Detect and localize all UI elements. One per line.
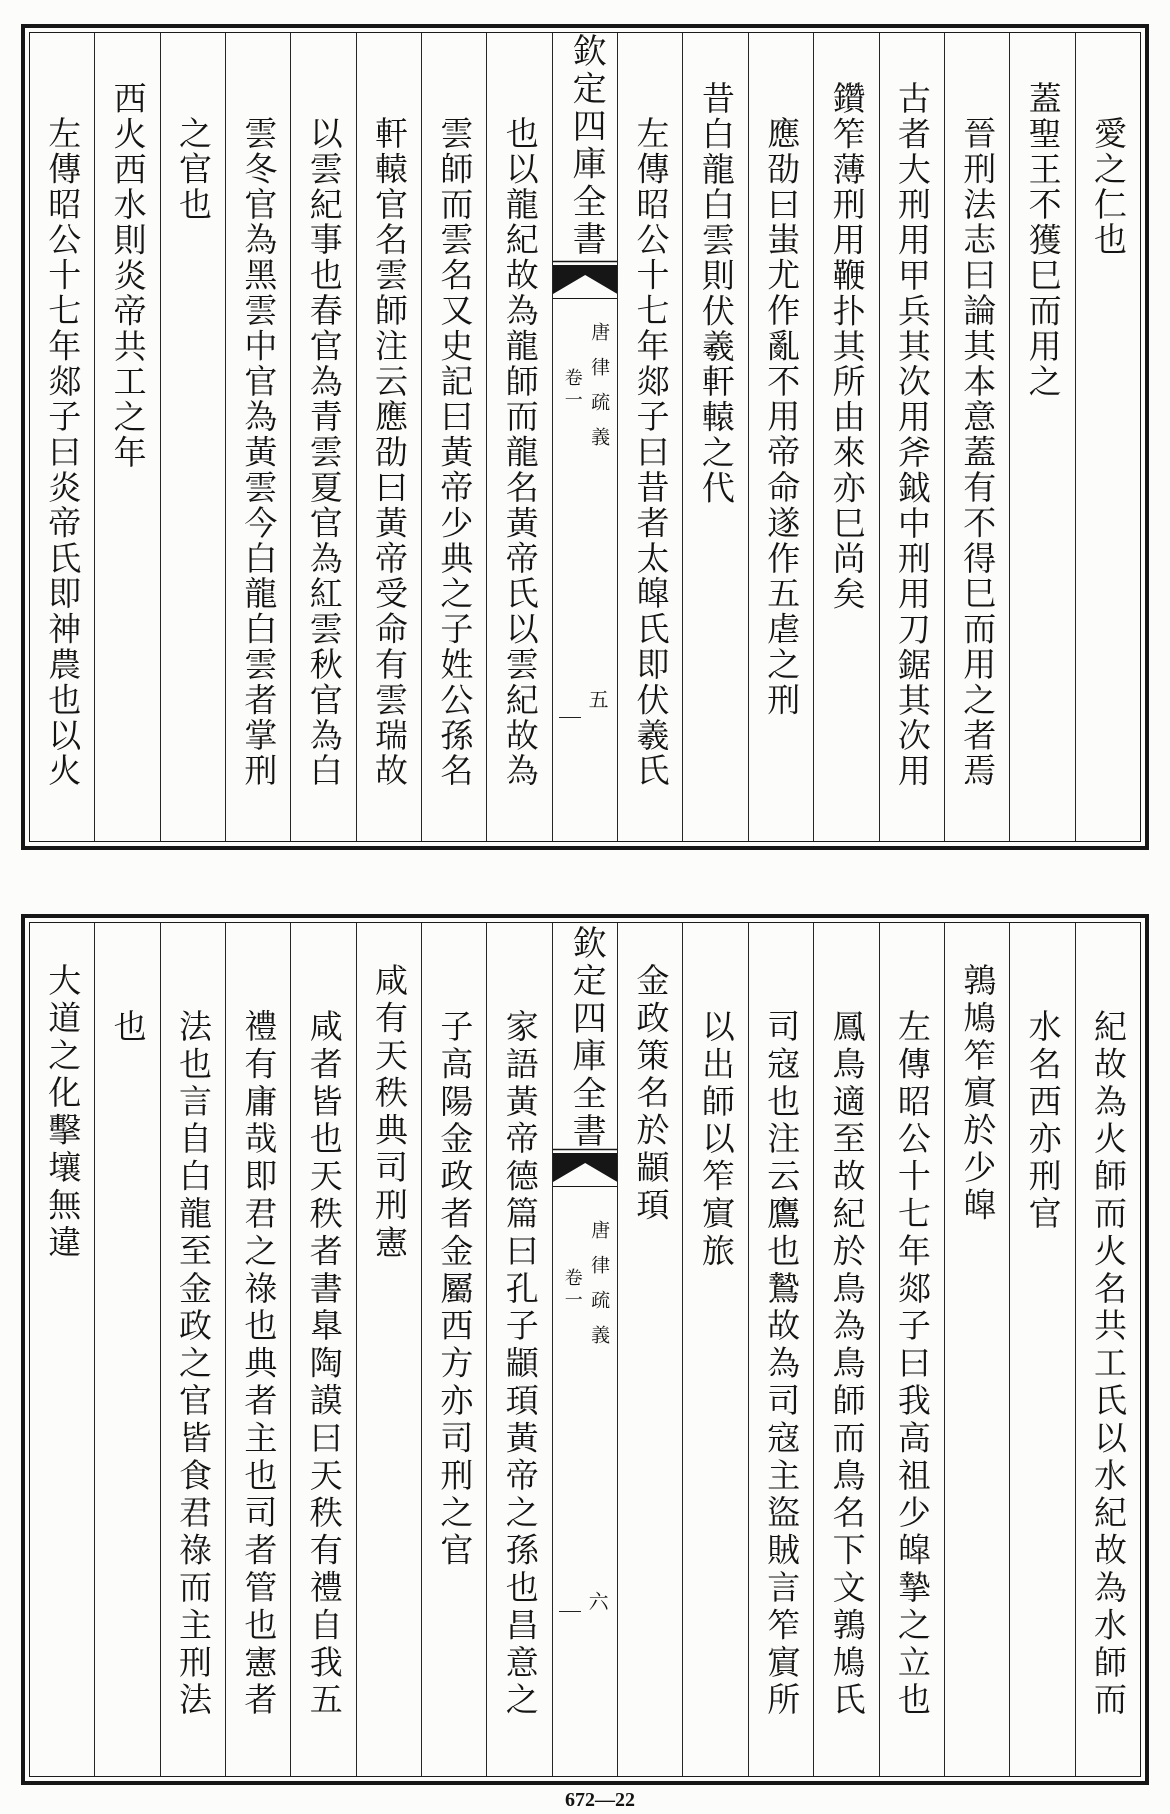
leaf-page-number: 五 <box>585 689 610 712</box>
center-margin-band <box>552 923 617 1776</box>
text-column: 晉刑法志曰論其本意蓋有不得巳而用之者焉 <box>944 33 1009 841</box>
leaf-frame <box>29 922 1141 1777</box>
volume-label: 卷一 <box>561 368 583 412</box>
text-column: 雲師而雲名又史記曰黃帝少典之子姓公孫名 <box>421 33 486 841</box>
text-column: 應劭曰蚩尤作亂不用帝命遂作五虐之刑 <box>748 33 813 841</box>
text-column: 金政策名於顓頊 <box>617 923 682 1776</box>
text-column: 昔白龍白雲則伏羲軒轅之代 <box>682 33 747 841</box>
text-column: 家語黃帝德篇曰孔子顓頊黃帝之孫也昌意之 <box>486 923 551 1776</box>
text-column: 左傳昭公十七年郯子曰炎帝氏即神農也以火 <box>43 116 83 789</box>
text-column: 咸有天秩典司刑憲 <box>356 923 421 1776</box>
book-title: 唐律疏義 <box>588 322 611 462</box>
volume-label: 卷一 <box>561 1268 583 1312</box>
text-column: 西火西水則炎帝共工之年 <box>94 33 159 841</box>
lower-leaf <box>21 914 1149 1785</box>
text-column: 子高陽金政者金屬西方亦司刑之官 <box>421 923 486 1776</box>
text-column: 法也言自白龍至金政之官皆食君祿而主刑法 <box>160 923 225 1776</box>
book-title: 唐律疏義 <box>588 1220 611 1360</box>
text-column: 司寇也注云鷹也鷙故為司寇主盜賊言笮賔所 <box>748 923 813 1776</box>
text-column: 左傳昭公十七年郯子曰昔者太皡氏即伏羲氏 <box>617 33 682 841</box>
text-column: 紀故為火師而火名共工氏以水紀故為水師而 <box>1075 923 1140 1776</box>
text-column: 之官也 <box>160 33 225 841</box>
upper-leaf <box>21 24 1149 850</box>
text-column: 以出師以笮賔旅 <box>682 923 747 1776</box>
collection-title: 欽定四庫全書 <box>566 925 607 1151</box>
text-column: 以雲紀事也春官為青雲夏官為紅雲秋官為白 <box>290 33 355 841</box>
text-column: 愛之仁也 <box>1075 33 1140 841</box>
text-column: 雲冬官為黑雲中官為黃雲今白龍白雲者掌刑 <box>225 33 290 841</box>
scan-page-number: 672—22 <box>565 1789 635 1811</box>
fishtail-ornament <box>553 260 617 300</box>
tick-mark <box>559 717 581 718</box>
leaf-frame <box>29 32 1141 842</box>
text-column: 咸者皆也天秩者書臯陶謨曰天秩有禮自我五 <box>290 923 355 1776</box>
collection-title: 欽定四庫全書 <box>566 33 607 259</box>
center-margin-band <box>552 33 617 841</box>
text-column: 古者大刑用甲兵其次用斧鉞中刑用刀鋸其次用 <box>879 33 944 841</box>
text-column: 禮有庸哉即君之祿也典者主也司者管也憲者 <box>225 923 290 1776</box>
text-column: 也以龍紀故為龍師而龍名黃帝氏以雲紀故為 <box>486 33 551 841</box>
text-column: 鳳鳥適至故紀於鳥為鳥師而鳥名下文鶉鳩氏 <box>813 923 878 1776</box>
text-column: 也 <box>94 923 159 1776</box>
text-column: 鶉鳩笮賔於少皡 <box>944 923 1009 1776</box>
text-column: 軒轅官名雲師注云應劭曰黃帝受命有雲瑞故 <box>356 33 421 841</box>
fishtail-ornament <box>553 1148 617 1188</box>
text-column: 水名西亦刑官 <box>1009 923 1074 1776</box>
tick-mark <box>559 1611 581 1612</box>
text-column: 大道之化擊壤無違 <box>43 963 83 1263</box>
text-column: 鑽笮薄刑用鞭扑其所由來亦巳尚矣 <box>813 33 878 841</box>
text-column: 左傳昭公十七年郯子曰我高祖少皡摯之立也 <box>879 923 944 1776</box>
text-column: 蓋聖王不獲巳而用之 <box>1009 33 1074 841</box>
leaf-page-number: 六 <box>585 1591 610 1616</box>
